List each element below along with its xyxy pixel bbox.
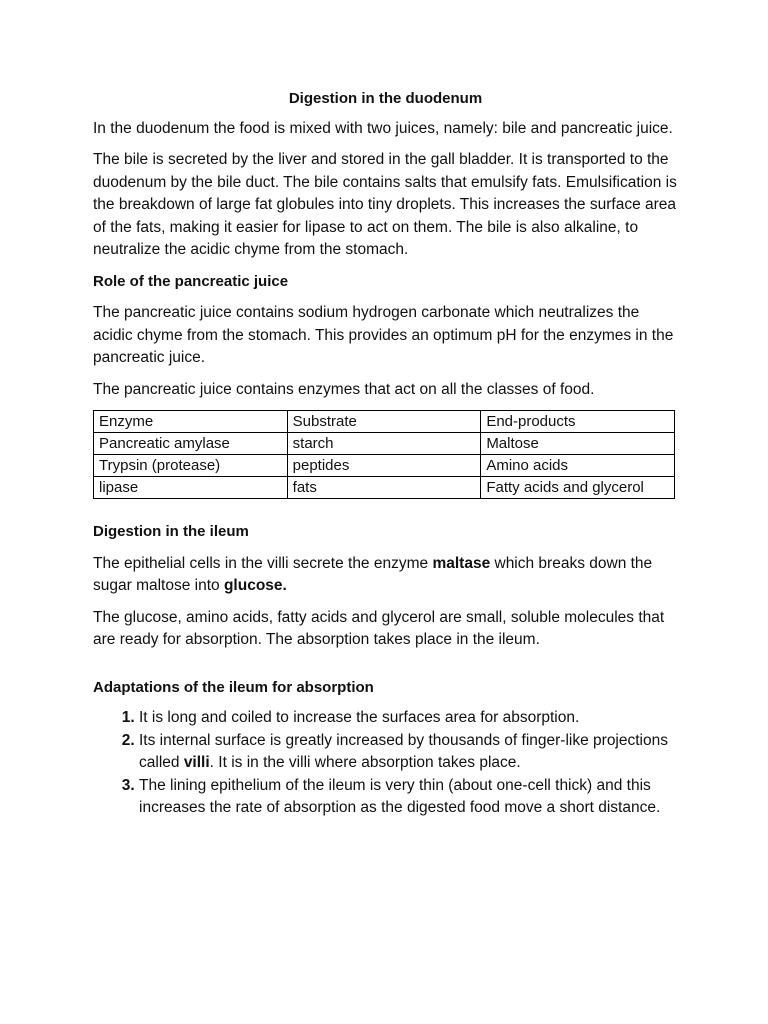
list-item-text: The lining epithelium of the ileum is very thin (about one-cell thick) and this increases the rate of absorption as the digested food move a short distance.	[139, 776, 661, 816]
list-item-text: It is long and coiled to increase the surfaces area for absorption.	[139, 709, 580, 726]
villi-term: villi	[183, 754, 210, 771]
intro-paragraph: In the duodenum the food is mixed with two juices, namely: bile and pancreatic juice.	[93, 119, 673, 137]
table-header-cell: Substrate	[287, 411, 481, 433]
glucose-term: glucose.	[223, 577, 287, 594]
maltase-term: maltase	[432, 554, 491, 572]
table-row	[94, 455, 675, 477]
section-spacer	[93, 661, 678, 677]
table-row	[94, 433, 675, 455]
table-header-row	[94, 411, 675, 433]
table-cell: peptides	[287, 455, 481, 477]
list-item	[139, 730, 678, 775]
list-item	[139, 775, 678, 820]
pancreatic-paragraph-1: The pancreatic juice contains sodium hydrogen carbonate which neutralizes the acidic chyme from the stomach. This provides an optimum pH for the enzymes in the pancreatic juice.	[93, 304, 674, 366]
pancreatic-paragraph-2: The pancreatic juice contains enzymes that act on all the classes of food.	[93, 380, 595, 398]
list-item	[139, 707, 678, 730]
ileum-p1-text-a: The epithelial cells in the villi secrete the enzyme	[93, 554, 433, 572]
table-cell: lipase	[94, 477, 288, 499]
table-header-cell: End-products	[481, 411, 675, 433]
document-page	[93, 88, 678, 820]
ileum-heading: Digestion in the ileum	[93, 523, 249, 540]
table-cell: fats	[287, 477, 481, 499]
enzyme-table	[93, 410, 675, 499]
table-cell: Trypsin (protease)	[94, 455, 288, 477]
table-cell: Amino acids	[481, 455, 675, 477]
list-item-text: Its internal surface is greatly increased by thousands of finger-like projections called	[139, 731, 668, 771]
table-cell: starch	[287, 433, 481, 455]
pancreatic-heading: Role of the pancreatic juice	[93, 272, 289, 290]
page-title: Digestion in the duodenum	[288, 90, 483, 107]
ileum-paragraph-2: The glucose, amino acids, fatty acids and glycerol are small, soluble molecules that are ready for absorption. The absorption takes place in the ileum.	[93, 608, 665, 648]
table-cell: Maltose	[481, 433, 675, 455]
table-cell: Pancreatic amylase	[94, 433, 288, 455]
list-item-text: . It is in the villi where absorption takes place.	[209, 754, 521, 771]
ileum-p1-text-b: which breaks down the sugar maltose into	[93, 554, 653, 594]
adaptations-heading: Adaptations of the ileum for absorption	[93, 678, 374, 696]
table-cell: Fatty acids and glycerol	[481, 477, 675, 499]
bile-paragraph: The bile is secreted by the liver and stored in the gall bladder. It is transported to the duodenum by the bile duct. The bile contains salts that emulsify fats. Emulsification is the breakdown of large fat globules into tiny droplets. This increases the surface area of the fats, making it easier for lipase to act on them. The bile is also alkaline, to neutralize the acidic chyme from the stomach.	[93, 151, 677, 258]
ileum-paragraph-1	[93, 553, 678, 598]
table-header-cell: Enzyme	[94, 411, 288, 433]
adaptations-list	[93, 707, 678, 820]
table-row	[94, 477, 675, 499]
